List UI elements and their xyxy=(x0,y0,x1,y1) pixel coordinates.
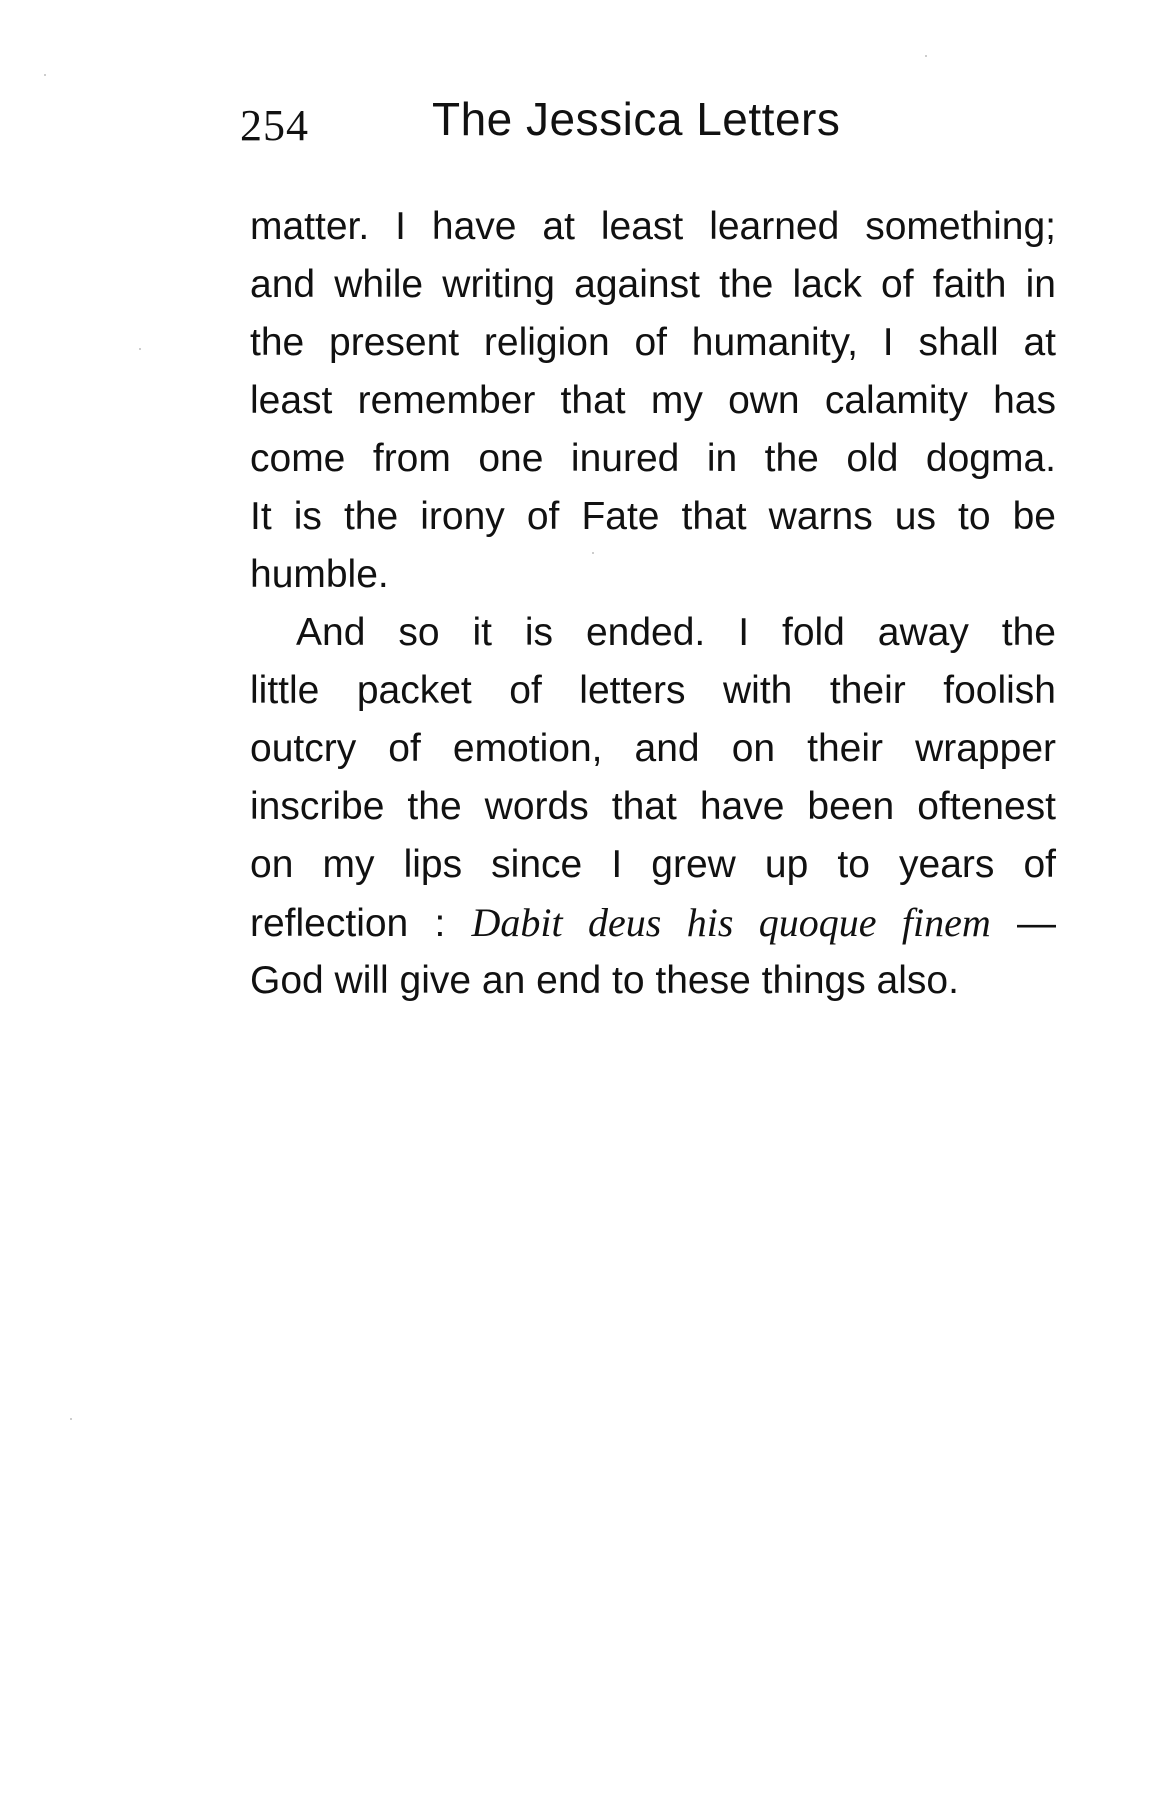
text-line: humble. xyxy=(250,553,389,596)
page-header xyxy=(240,92,1060,162)
text-line: matter. I have at least learned something; xyxy=(250,205,1056,248)
text-line: and while writing against the lack of faith in xyxy=(250,263,1056,306)
paper-speck xyxy=(925,55,927,57)
paper-speck xyxy=(139,348,141,350)
text-line-reflection xyxy=(250,894,1056,952)
running-title: The Jessica Letters xyxy=(432,93,841,145)
text-line: little packet of letters with their foolish xyxy=(250,669,1056,712)
em-dash: — xyxy=(990,902,1056,945)
text-line: come from one inured in the old dogma. xyxy=(250,437,1056,480)
text-line: God will give an end to these things also. xyxy=(250,959,959,1002)
paper-speck xyxy=(70,1418,72,1420)
text-line: And so it is ended. I fold away the xyxy=(296,611,1056,654)
text-line: It is the irony of Fate that warns us to be xyxy=(250,495,1056,538)
reflection-prefix: reflection : xyxy=(250,902,472,945)
body-text xyxy=(250,198,1056,1010)
text-line: least remember that my own calamity has xyxy=(250,379,1056,422)
text-line: outcry of emotion, and on their wrapper xyxy=(250,727,1056,770)
paper-speck xyxy=(592,552,594,554)
latin-phrase: Dabit deus his quoque finem xyxy=(471,900,991,945)
text-line: inscribe the words that have been oftenest xyxy=(250,785,1056,828)
page-number: 254 xyxy=(240,101,309,150)
text-line: the present religion of humanity, I shall at xyxy=(250,321,1056,364)
text-line: on my lips since I grew up to years of xyxy=(250,843,1056,886)
paper-speck xyxy=(44,74,46,76)
